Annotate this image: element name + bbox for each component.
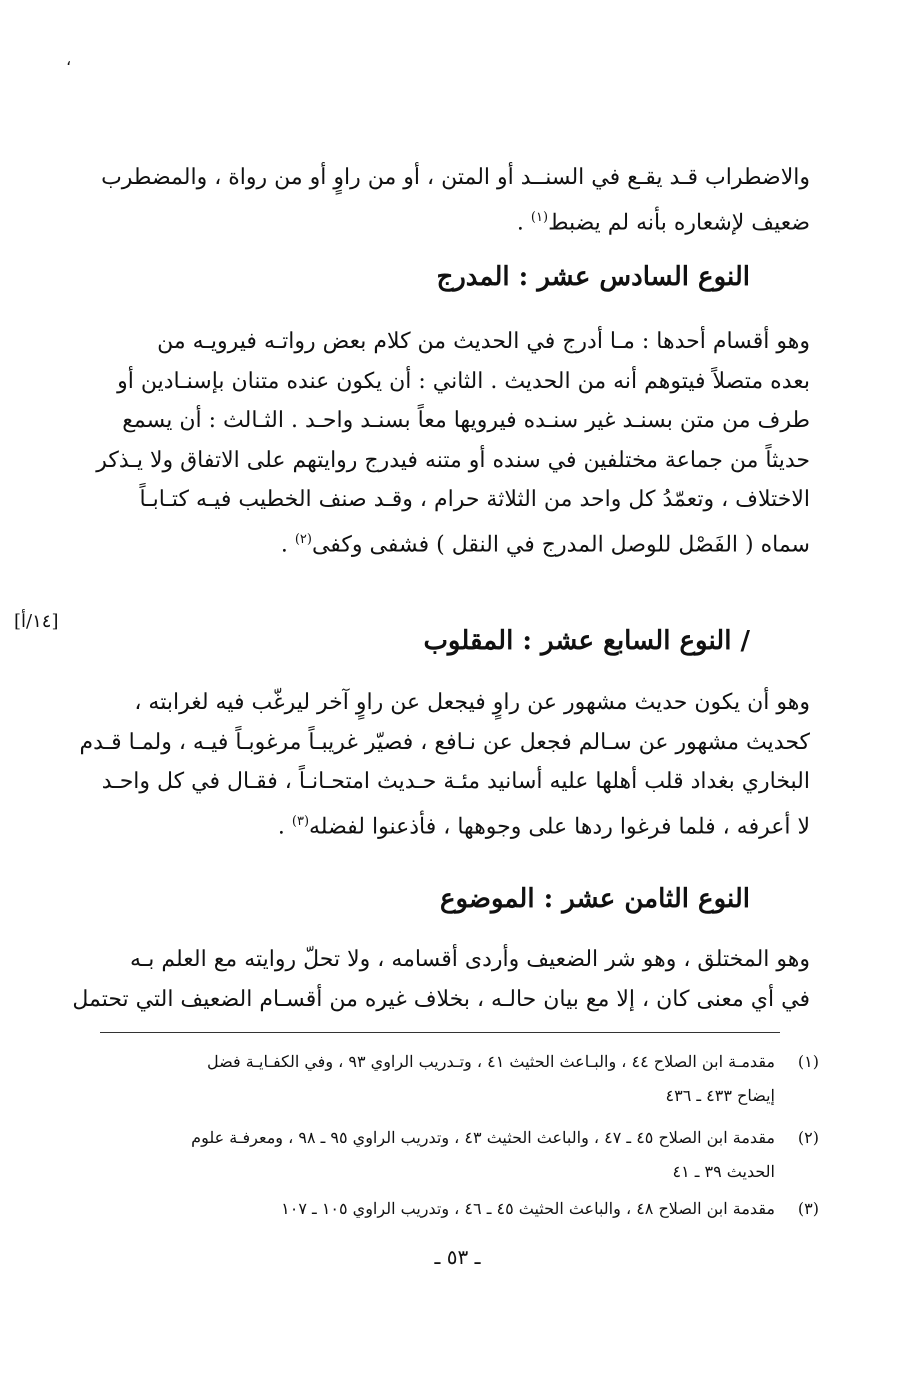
text-line: سماه ( الفَصْل للوصل المدرج في النقل ) فشفى وكفى$^{(٢)}$ . — [280, 531, 810, 557]
text-line: كحديث مشهور عن سـالم فجعل عن نـافع ، فصيّر غريبـاً مرغوبـاً فيـه ، ولمـا قـدم — [79, 729, 810, 755]
text-line: لا أعرفه ، فلما فرغوا ردها على وجوهها ، فأذعنوا لفضله$^{(٣)}$ . — [277, 813, 810, 839]
section-heading-maqlub: / النوع السابع عشر : المقلوب — [423, 626, 750, 656]
corner-mark: ، — [66, 50, 72, 69]
text-line: طرف من متن بسنـد غير سنـده فيرويها معاً بسنـد واحـد . الثـالث : أن يسمع — [122, 408, 810, 433]
section-heading-mawdu: النوع الثامن عشر : الموضوع — [439, 884, 750, 914]
text-line: وهو أن يكون حديث مشهور عن راوٍ فيجعل عن راوٍ آخر ليرغّب فيه لغرابته ، — [134, 690, 810, 715]
text-line: بعده متصلاً فيتوهم أنه من الحديث . الثاني : أن يكون عنده متنان بإسنـادين أو — [117, 368, 810, 394]
footnote-number: (١) — [797, 1052, 819, 1071]
text-line: حديثاً من جماعة مختلفين في سنده أو متنه فيدرج روايتهم على الاتفاق ولا يـذكر — [96, 447, 810, 473]
footnote-ref: (٢) — [294, 531, 312, 547]
text-line: وهو أقسام أحدها : مـا أدرج في الحديث من كلام بعض رواتـه فيرويـه من — [157, 329, 810, 354]
footnote-divider — [100, 1032, 780, 1033]
footnote-line: مقدمـة ابن الصلاح ٤٤ ، والبـاعث الحثيث ٤١ ، وتـدريب الراوي ٩٣ ، وفي الكفـايـة فضل — [207, 1052, 775, 1071]
paragraph-mudraj — [96, 322, 810, 564]
footnote-2 — [70, 1121, 819, 1189]
paragraph-mawdu — [72, 940, 810, 1019]
text-line: وهو المختلق ، وهو شر الضعيف وأردى أقسامه ، ولا تحلّ روايته مع العلم بـه — [130, 947, 810, 972]
footnote-line: مقدمة ابن الصلاح ٤٨ ، والباعث الحثيث ٤٥ ـ ٤٦ ، وتدريب الراوي ١٠٥ ـ ١٠٧ — [281, 1199, 775, 1218]
section-heading-mudraj: النوع السادس عشر : المدرج — [436, 262, 750, 292]
paragraph-idtirab — [100, 158, 810, 242]
footnote-line: مقدمة ابن الصلاح ٤٥ ـ ٤٧ ، والباعث الحثيث ٤٣ ، وتدريب الراوي ٩٥ ـ ٩٨ ، ومعرفـة علوم — [191, 1128, 775, 1147]
footnote-line: الحديث ٣٩ ـ ٤١ — [672, 1162, 775, 1181]
text-line: البخاري بغداد قلب أهلها عليه أسانيد مئـة حـديث امتحـانـاً ، فقـال في كل واحـد — [101, 769, 810, 794]
folio-slash: / — [740, 626, 750, 656]
footnote-ref: (٣) — [291, 813, 310, 829]
footnote-3 — [70, 1192, 819, 1226]
footnote-1 — [70, 1045, 819, 1113]
paragraph-maqlub — [79, 683, 810, 846]
footnote-number: (٣) — [797, 1199, 819, 1218]
folio-marker: [١٤/أ] — [14, 611, 59, 632]
text-line: الاختلاف ، وتعمّدُ كل واحد من الثلاثة حرام ، وقـد صنف الخطيب فيـه كتـابـاً — [139, 487, 810, 512]
text-line: ضعيف لإشعاره بأنه لم يضبط$^{(١)}$ . — [516, 209, 810, 235]
footnote-line: إيضاح ٤٣٣ ـ ٤٣٦ — [665, 1086, 775, 1105]
footnote-ref: (١) — [530, 209, 549, 225]
text-line: في أي معنى كان ، إلا مع بيان حالـه ، بخلاف غيره من أقسـام الضعيف التي تحتمل — [72, 986, 810, 1012]
page-number: ـ ٥٣ ـ — [434, 1245, 481, 1269]
footnote-number: (٢) — [797, 1128, 819, 1147]
text-line: والاضطراب قـد يقـع في السنــد أو المتن ، أو من راوٍ أو من رواة ، والمضطرب — [101, 165, 810, 190]
